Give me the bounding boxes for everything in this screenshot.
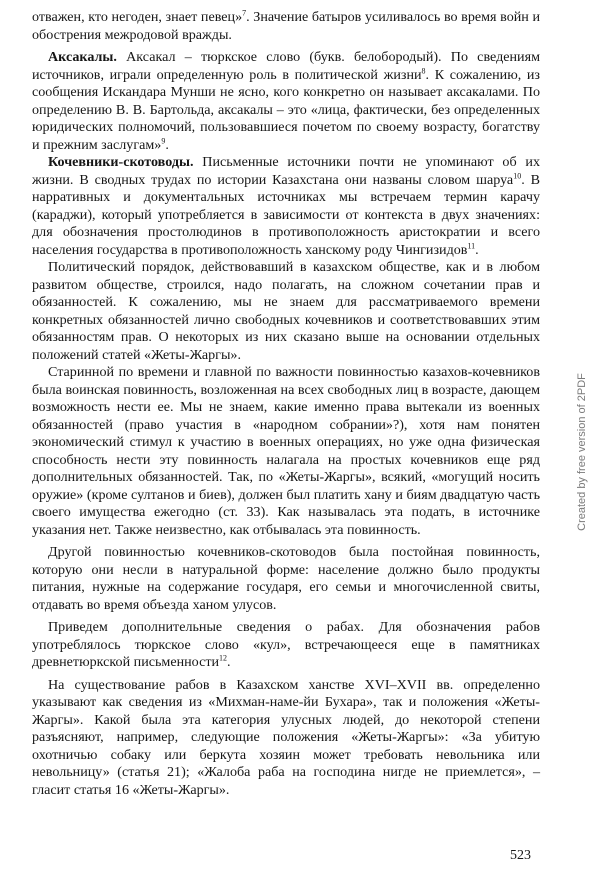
text-run: . В нарративных и документальных источниках мы встречаем термин карачу (караджи), который употребляется в зависимости от контекста в двух значениях: для обозначения простолюдинов в противоположность аристократии и всего населения государства в противоположность ханскому роду Чингизидов [32, 171, 540, 258]
text-run: Другой повинностью кочевников-скотоводов была постойная повинность, которую они несли в натуральной форме: население должно было продукты питания, нужные на содержание государя, его семьи и многочисленной свиты, отдавать во время объезда ханом улусов. [32, 544, 540, 613]
paragraph [32, 364, 540, 539]
page-body [32, 9, 540, 799]
footnote-ref: 8 [421, 65, 426, 75]
footnote-ref: 11 [467, 240, 476, 250]
section-heading: Аксакалы. [48, 49, 117, 65]
footnote-ref: 10 [513, 170, 522, 180]
footnote-ref: 7 [242, 8, 247, 18]
text-run: отважен, кто негоден, знает певец» [32, 9, 243, 25]
page-number: 523 [510, 848, 531, 863]
text-run: Аксакал – тюркское слово (букв. белобородый). По сведениям источников, играли определенную роль в политической жизни [32, 49, 540, 83]
text-run: . К сожалению, из сообщения Искандара Мунши не ясно, кого конкретно он называет аксакалами. По определению В. В. Бартольда, аксакалы – это «лица, фактически, без определенных юридических полномочий, пользовавшиеся почетом по своему возрасту, богатству и прежним заслугам» [32, 66, 540, 153]
paragraph [32, 9, 540, 44]
paragraph [32, 544, 540, 614]
watermark: Created by free version of 2PDF [576, 373, 588, 531]
text-run: . [165, 136, 169, 153]
paragraph [32, 259, 540, 364]
text-run: . [475, 241, 479, 258]
text-run: Письменные источники почти не упоминают об их жизни. В сводных трудах по истории Казахстана они названы словом шаруа [32, 154, 540, 188]
text-run: Политический порядок, действовавший в казахском обществе, как и в любом развитом обществе, строился, надо полагать, на сложном сочетании прав и обязанностей. К сожалению, мы не знаем для рассматриваемого времени конкретных обязанностей лично свободных кочевников и соответствовавших этим обязанностям прав. О некоторых из них сказано выше на основании отдельных положений статей «Жеты-Жаргы». [32, 259, 540, 363]
text-run: . [227, 654, 231, 670]
paragraph [32, 154, 540, 259]
paragraph [32, 619, 540, 672]
section-heading: Кочевники-скотоводы. [48, 154, 194, 170]
text-run: . Значение батыров усиливалось во время войн и обострения межродовой вражды. [32, 9, 540, 43]
footnote-ref: 12 [219, 653, 228, 663]
paragraph [32, 677, 540, 800]
text-run: Старинной по времени и главной по важности повинностью казахов-кочевников была воинская повинность, возложенная на всех свободных лиц в возрасте, дающем возможность нести ее. Мы не знаем, какие именно права вытекали из военных обязанностей (право участия в «народном собрании»?), хотя нам понятен экономический стимул к участию в военных операциях, но уже одна физическая способность нести эту повинность налагала на простых кочевников еще ряд дополнительных обязанностей. Так, по «Жеты-Жаргы», всякий, «могущий носить оружие» (кроме султанов и биев), должен был платить хану и биям двадцатую часть своего имущества ежегодно (ст. 33). Как называлась эта подать, в источнике указания нет. Также неизвестно, как отбывалась эта повинность. [32, 364, 540, 538]
paragraph [32, 49, 540, 154]
text-run: На существование рабов в Казахском ханстве XVI–XVII вв. определенно указывают как сведения из «Михман-наме-йи Бухара», так и положения «Жеты- Жаргы». Какой была эта категория улусных людей, до некоторой степени разъясняют, например, следующие положения «Жеты-Жаргы»: «За убитую охотничью собаку или беркута хозяин может требовать невольника или невольницу» (статья 21); «Жалоба раба на господина нигде не приемлется», – гласит статья 16 «Жеты-Жаргы». [32, 676, 540, 798]
text-run: Приведем дополнительные сведения о рабах. Для обозначения рабов употреблялось тюркское слово «кул», встречающееся еще в памятниках древнетюркской письменности [32, 619, 540, 670]
footnote-ref: 9 [161, 135, 166, 145]
